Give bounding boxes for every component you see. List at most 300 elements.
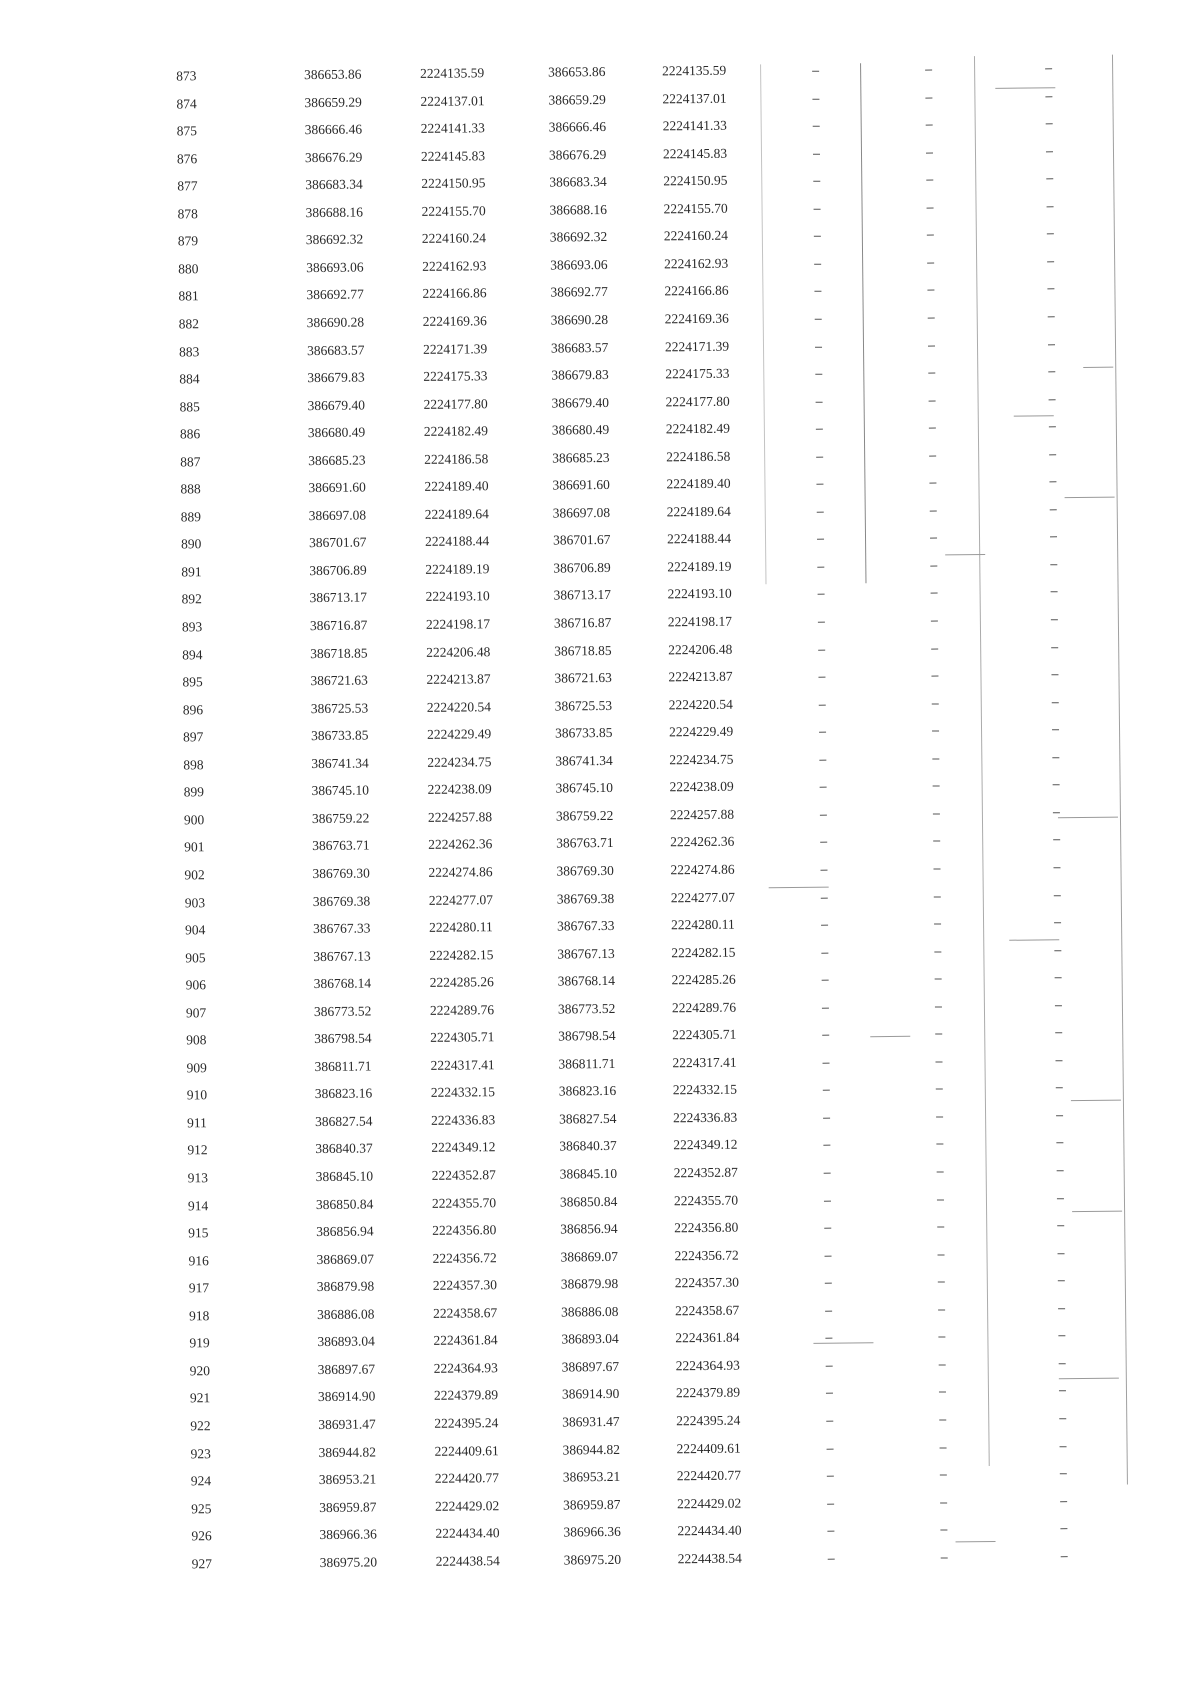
- point-number-cell: 875: [176, 123, 198, 139]
- dash-mark: [939, 1364, 946, 1365]
- x-coordinate-cell: 386886.08: [317, 1306, 375, 1322]
- point-number-cell: 900: [183, 812, 205, 828]
- dash-mark: [814, 264, 821, 265]
- point-number-cell: 899: [183, 784, 204, 800]
- dash-mark: [824, 1173, 831, 1174]
- dash-mark: [818, 649, 825, 650]
- x-coordinate-cell: 386959.87: [319, 1499, 377, 1515]
- y-coordinate-cell: 2224160.24: [421, 230, 487, 247]
- dash-mark: [1057, 1198, 1064, 1199]
- y-coordinate-cell: 2224357.30: [432, 1277, 498, 1294]
- y-coordinate-repeat-cell: 2224177.80: [665, 393, 730, 409]
- point-number-cell: 905: [185, 949, 206, 965]
- y-coordinate-repeat-cell: 2224355.70: [673, 1192, 739, 1208]
- x-coordinate-repeat-cell: 386718.85: [554, 642, 612, 659]
- x-coordinate-repeat-cell: 386759.22: [555, 807, 614, 824]
- y-coordinate-cell: 2224182.49: [423, 423, 489, 440]
- point-number-cell: 886: [179, 426, 201, 442]
- dash-mark: [934, 924, 941, 925]
- y-coordinate-repeat-cell: 2224189.40: [666, 475, 731, 492]
- y-coordinate-cell: 2224280.11: [428, 919, 493, 935]
- dash-mark: [1046, 151, 1053, 152]
- x-coordinate-cell: 386653.86: [304, 66, 362, 83]
- y-coordinate-cell: 2224141.33: [420, 120, 485, 136]
- dash-mark: [936, 1144, 943, 1145]
- point-number-cell: 901: [184, 839, 205, 855]
- point-number-cell: 927: [191, 1555, 213, 1572]
- x-coordinate-repeat-cell: 386914.90: [561, 1386, 620, 1402]
- x-coordinate-repeat-cell: 386897.67: [561, 1358, 620, 1375]
- point-number-cell: 914: [187, 1197, 209, 1213]
- y-coordinate-cell: 2224257.88: [427, 809, 493, 825]
- dash-mark: [941, 1557, 948, 1558]
- x-coordinate-cell: 386685.23: [308, 452, 366, 468]
- dash-mark: [1060, 1501, 1067, 1502]
- y-coordinate-cell: 2224356.80: [432, 1222, 497, 1238]
- x-coordinate-cell: 386869.07: [316, 1251, 374, 1267]
- point-number-cell: 876: [176, 150, 198, 167]
- x-coordinate-repeat-cell: 386798.54: [558, 1028, 616, 1044]
- dash-mark: [812, 98, 819, 99]
- x-coordinate-cell: 386721.63: [310, 672, 368, 689]
- dash-mark: [826, 1421, 833, 1422]
- dash-mark: [930, 538, 937, 539]
- point-number-cell: 881: [178, 288, 199, 304]
- y-coordinate-cell: 2224166.86: [422, 285, 487, 302]
- dash-mark: [933, 786, 940, 787]
- y-coordinate-cell: 2224420.77: [434, 1470, 500, 1486]
- x-coordinate-cell: 386659.29: [304, 94, 362, 110]
- y-coordinate-cell: 2224189.64: [424, 505, 489, 522]
- point-number-cell: 916: [188, 1252, 209, 1269]
- dash-mark: [931, 648, 938, 649]
- point-number-cell: 906: [185, 977, 206, 993]
- y-coordinate-repeat-cell: 2224166.86: [664, 283, 729, 299]
- y-coordinate-cell: 2224305.71: [430, 1029, 495, 1046]
- y-coordinate-repeat-cell: 2224262.36: [670, 834, 735, 850]
- point-number-cell: 920: [189, 1363, 211, 1379]
- dash-mark: [1060, 1473, 1067, 1474]
- x-coordinate-cell: 386692.77: [306, 286, 364, 303]
- dash-mark: [1061, 1556, 1068, 1557]
- y-coordinate-cell: 2224169.36: [422, 313, 487, 329]
- y-coordinate-repeat-cell: 2224162.93: [664, 255, 729, 272]
- y-coordinate-cell: 2224277.07: [428, 891, 493, 908]
- dash-mark: [1048, 316, 1055, 317]
- y-coordinate-repeat-cell: 2224434.40: [677, 1522, 742, 1539]
- dash-mark: [1047, 206, 1054, 207]
- dash-mark: [1054, 922, 1061, 923]
- point-number-cell: 918: [189, 1307, 210, 1324]
- point-number-cell: 924: [190, 1473, 212, 1489]
- dash-mark: [815, 374, 822, 375]
- x-coordinate-repeat-cell: 386767.13: [557, 945, 615, 962]
- x-coordinate-repeat-cell: 386850.84: [559, 1193, 618, 1210]
- dash-mark: [1050, 564, 1057, 565]
- point-number-cell: 884: [179, 371, 200, 387]
- dash-mark: [934, 951, 941, 952]
- x-coordinate-cell: 386733.85: [310, 727, 369, 744]
- y-coordinate-repeat-cell: 2224182.49: [665, 420, 731, 437]
- dash-mark: [927, 235, 934, 236]
- dash-mark: [936, 1089, 943, 1090]
- dash-mark: [815, 319, 822, 320]
- x-coordinate-repeat-cell: 386975.20: [563, 1551, 622, 1568]
- x-coordinate-repeat-cell: 386666.46: [548, 119, 607, 135]
- dash-mark: [823, 1118, 830, 1119]
- x-coordinate-repeat-cell: 386692.77: [550, 284, 608, 300]
- y-coordinate-cell: 2224289.76: [429, 1001, 495, 1018]
- dash-mark: [1048, 371, 1055, 372]
- dash-mark: [1053, 867, 1060, 868]
- y-coordinate-cell: 2224162.93: [422, 258, 487, 274]
- y-coordinate-repeat-cell: 2224213.87: [668, 668, 733, 685]
- y-coordinate-repeat-cell: 2224145.83: [662, 145, 728, 161]
- point-number-cell: 908: [186, 1032, 207, 1048]
- dash-mark: [828, 1558, 835, 1559]
- y-coordinate-repeat-cell: 2224277.07: [670, 889, 735, 905]
- dash-mark: [823, 1062, 830, 1063]
- point-number-cell: 907: [185, 1004, 207, 1021]
- x-coordinate-cell: 386676.29: [304, 149, 363, 165]
- dash-mark: [814, 208, 821, 209]
- dash-mark: [931, 676, 938, 677]
- dash-mark: [938, 1309, 945, 1310]
- dash-mark: [814, 236, 821, 237]
- dash-mark: [813, 181, 820, 182]
- dash-mark: [1045, 96, 1052, 97]
- dash-mark: [938, 1282, 945, 1283]
- x-coordinate-cell: 386701.67: [308, 534, 367, 551]
- dash-mark: [1051, 592, 1058, 593]
- point-number-cell: 921: [189, 1390, 211, 1406]
- dash-mark: [933, 841, 940, 842]
- y-coordinate-cell: 2224395.24: [434, 1415, 499, 1431]
- point-number-cell: 913: [187, 1170, 209, 1186]
- dash-mark: [818, 622, 825, 623]
- x-coordinate-repeat-cell: 386769.38: [556, 890, 615, 906]
- y-coordinate-repeat-cell: 2224349.12: [673, 1137, 738, 1153]
- dash-mark: [935, 1034, 942, 1035]
- x-coordinate-repeat-cell: 386679.83: [551, 366, 609, 383]
- x-coordinate-cell: 386680.49: [307, 424, 366, 441]
- dash-mark: [1056, 1143, 1063, 1144]
- y-coordinate-repeat-cell: 2224364.93: [675, 1357, 740, 1374]
- x-coordinate-repeat-cell: 386683.34: [549, 174, 607, 190]
- dash-mark: [1047, 289, 1054, 290]
- y-coordinate-cell: 2224177.80: [423, 395, 488, 412]
- y-coordinate-repeat-cell: 2224229.49: [668, 723, 734, 740]
- y-coordinate-cell: 2224438.54: [435, 1552, 500, 1569]
- y-coordinate-cell: 2224409.61: [434, 1442, 499, 1459]
- dash-mark: [823, 1145, 830, 1146]
- y-coordinate-repeat-cell: 2224274.86: [670, 861, 735, 878]
- y-coordinate-cell: 2224137.01: [420, 92, 485, 109]
- point-number-cell: 912: [187, 1142, 208, 1158]
- x-coordinate-repeat-cell: 386713.17: [553, 587, 612, 603]
- x-coordinate-repeat-cell: 386721.63: [554, 670, 612, 686]
- dash-mark: [931, 620, 938, 621]
- dash-mark: [1052, 702, 1059, 703]
- dash-mark: [940, 1447, 947, 1448]
- y-coordinate-cell: 2224352.87: [431, 1167, 496, 1183]
- x-coordinate-cell: 386725.53: [310, 700, 369, 716]
- point-number-cell: 926: [191, 1528, 212, 1544]
- x-coordinate-cell: 386769.38: [312, 892, 371, 909]
- y-coordinate-cell: 2224356.72: [432, 1249, 497, 1266]
- point-number-cell: 917: [188, 1280, 210, 1296]
- y-coordinate-cell: 2224188.44: [424, 533, 490, 550]
- dash-mark: [927, 290, 934, 291]
- dash-mark: [1058, 1253, 1065, 1254]
- dash-mark: [822, 1007, 829, 1008]
- point-number-cell: 877: [177, 178, 198, 194]
- dash-mark: [820, 870, 827, 871]
- x-coordinate-cell: 386893.04: [317, 1333, 375, 1350]
- dash-mark: [1046, 123, 1053, 124]
- point-number-cell: 896: [182, 701, 204, 718]
- dash-mark: [1054, 895, 1061, 896]
- y-coordinate-repeat-cell: 2224188.44: [666, 530, 732, 547]
- y-coordinate-repeat-cell: 2224395.24: [676, 1412, 741, 1429]
- point-number-cell: 893: [181, 619, 203, 635]
- point-number-cell: 889: [180, 509, 202, 525]
- dash-mark: [820, 787, 827, 788]
- y-coordinate-repeat-cell: 2224206.48: [668, 641, 733, 657]
- point-number-cell: 887: [180, 453, 201, 470]
- x-coordinate-repeat-cell: 386869.07: [560, 1248, 618, 1265]
- y-coordinate-cell: 2224361.84: [433, 1332, 498, 1349]
- dash-mark: [939, 1392, 946, 1393]
- x-coordinate-repeat-cell: 386701.67: [552, 532, 611, 548]
- dash-mark: [929, 455, 936, 456]
- y-coordinate-repeat-cell: 2224150.95: [663, 172, 728, 189]
- x-coordinate-repeat-cell: 386733.85: [554, 725, 613, 741]
- dash-mark: [939, 1419, 946, 1420]
- x-coordinate-repeat-cell: 386879.98: [560, 1276, 619, 1292]
- dash-mark: [1057, 1170, 1064, 1171]
- dash-mark: [1058, 1280, 1065, 1281]
- dash-mark: [1059, 1418, 1066, 1419]
- x-coordinate-repeat-cell: 386679.40: [551, 394, 610, 411]
- x-coordinate-repeat-cell: 386693.06: [550, 256, 608, 273]
- y-coordinate-repeat-cell: 2224198.17: [667, 613, 733, 630]
- x-coordinate-cell: 386679.83: [307, 369, 365, 386]
- x-coordinate-cell: 386767.33: [313, 920, 371, 937]
- dash-mark: [928, 317, 935, 318]
- y-coordinate-repeat-cell: 2224186.58: [666, 448, 731, 465]
- x-coordinate-cell: 386879.98: [316, 1278, 375, 1295]
- x-coordinate-repeat-cell: 386745.10: [555, 780, 614, 796]
- y-coordinate-cell: 2224145.83: [420, 147, 486, 164]
- x-coordinate-repeat-cell: 386692.32: [549, 229, 608, 245]
- y-coordinate-cell: 2224285.26: [429, 974, 494, 990]
- y-coordinate-repeat-cell: 2224135.59: [662, 62, 727, 79]
- dash-mark: [827, 1448, 834, 1449]
- x-coordinate-cell: 386692.32: [305, 231, 364, 248]
- dash-mark: [824, 1200, 831, 1201]
- dash-mark: [1049, 426, 1056, 427]
- dash-mark: [1046, 178, 1053, 179]
- y-coordinate-repeat-cell: 2224379.89: [675, 1384, 741, 1401]
- dash-mark: [935, 1006, 942, 1007]
- point-number-cell: 915: [188, 1225, 209, 1241]
- x-coordinate-cell: 386850.84: [315, 1195, 374, 1212]
- x-coordinate-repeat-cell: 386769.30: [556, 862, 614, 879]
- point-number-cell: 895: [182, 674, 203, 690]
- y-coordinate-repeat-cell: 2224257.88: [669, 806, 735, 823]
- x-coordinate-cell: 386767.13: [313, 948, 371, 964]
- dash-mark: [817, 567, 824, 568]
- dash-mark: [928, 373, 935, 374]
- dash-mark: [816, 456, 823, 457]
- x-coordinate-cell: 386953.21: [318, 1471, 377, 1488]
- dash-mark: [935, 979, 942, 980]
- dash-mark: [822, 1035, 829, 1036]
- x-coordinate-cell: 386683.34: [305, 176, 363, 193]
- dash-mark: [819, 732, 826, 733]
- y-coordinate-repeat-cell: 2224356.80: [674, 1219, 739, 1236]
- y-coordinate-cell: 2224336.83: [431, 1112, 496, 1128]
- dash-mark: [820, 842, 827, 843]
- point-number-cell: 873: [176, 68, 197, 84]
- dash-mark: [816, 429, 823, 430]
- x-coordinate-cell: 386768.14: [313, 975, 372, 992]
- x-coordinate-repeat-cell: 386716.87: [553, 614, 612, 631]
- y-coordinate-repeat-cell: 2224358.67: [675, 1302, 740, 1319]
- point-number-cell: 890: [180, 536, 202, 552]
- y-coordinate-repeat-cell: 2224280.11: [670, 916, 735, 933]
- y-coordinate-cell: 2224317.41: [430, 1056, 495, 1073]
- y-coordinate-cell: 2224189.19: [425, 561, 490, 577]
- y-coordinate-cell: 2224229.49: [426, 726, 492, 743]
- dash-mark: [821, 897, 828, 898]
- x-coordinate-repeat-cell: 386966.36: [563, 1524, 621, 1540]
- y-coordinate-cell: 2224206.48: [426, 643, 491, 660]
- dash-mark: [926, 152, 933, 153]
- y-coordinate-repeat-cell: 2224282.15: [671, 944, 736, 960]
- dash-mark: [1058, 1335, 1065, 1336]
- dash-mark: [1047, 234, 1054, 235]
- x-coordinate-cell: 386713.17: [309, 589, 368, 606]
- dash-mark: [1049, 454, 1056, 455]
- dash-mark: [816, 401, 823, 402]
- dash-mark: [1056, 1088, 1063, 1089]
- x-coordinate-cell: 386716.87: [309, 617, 368, 634]
- point-number-cell: 903: [184, 894, 206, 910]
- x-coordinate-repeat-cell: 386856.94: [560, 1220, 618, 1237]
- dash-mark: [1059, 1363, 1066, 1364]
- y-coordinate-cell: 2224262.36: [428, 836, 493, 853]
- dash-mark: [1051, 647, 1058, 648]
- point-number-cell: 894: [182, 646, 203, 662]
- y-coordinate-repeat-cell: 2224285.26: [671, 971, 736, 988]
- dash-mark: [822, 980, 829, 981]
- x-coordinate-cell: 386823.16: [314, 1085, 373, 1102]
- x-coordinate-cell: 386691.60: [308, 479, 366, 496]
- y-coordinate-repeat-cell: 2224332.15: [672, 1081, 737, 1098]
- x-coordinate-repeat-cell: 386767.33: [556, 917, 615, 934]
- dash-mark: [819, 759, 826, 760]
- dash-mark: [1051, 619, 1058, 620]
- x-coordinate-cell: 386693.06: [306, 259, 364, 275]
- x-coordinate-repeat-cell: 386823.16: [558, 1083, 617, 1099]
- x-coordinate-cell: 386759.22: [311, 810, 370, 826]
- x-coordinate-cell: 386975.20: [319, 1554, 378, 1570]
- y-coordinate-repeat-cell: 2224357.30: [674, 1274, 740, 1291]
- x-coordinate-cell: 386697.08: [308, 507, 367, 523]
- dash-mark: [930, 565, 937, 566]
- x-coordinate-cell: 386845.10: [315, 1168, 374, 1185]
- dash-mark: [932, 703, 939, 704]
- dash-mark: [1050, 509, 1057, 510]
- x-coordinate-repeat-cell: 386659.29: [548, 91, 606, 108]
- y-coordinate-cell: 2224186.58: [424, 450, 489, 467]
- dash-mark: [817, 539, 824, 540]
- dash-mark: [825, 1283, 832, 1284]
- dash-mark: [936, 1061, 943, 1062]
- x-coordinate-cell: 386840.37: [315, 1140, 373, 1157]
- x-coordinate-cell: 386745.10: [311, 782, 370, 799]
- x-coordinate-repeat-cell: 386683.57: [550, 339, 609, 356]
- y-coordinate-repeat-cell: 2224220.54: [668, 696, 733, 712]
- x-coordinate-repeat-cell: 386741.34: [555, 752, 613, 769]
- dash-mark: [1053, 840, 1060, 841]
- point-number-cell: 891: [181, 564, 202, 580]
- dash-mark: [928, 345, 935, 346]
- dash-mark: [937, 1227, 944, 1228]
- x-coordinate-repeat-cell: 386768.14: [557, 973, 616, 989]
- y-coordinate-cell: 2224198.17: [425, 616, 491, 632]
- x-coordinate-repeat-cell: 386653.86: [548, 63, 606, 80]
- y-coordinate-repeat-cell: 2224171.39: [664, 338, 730, 354]
- y-coordinate-cell: 2224332.15: [430, 1084, 496, 1101]
- y-coordinate-cell: 2224434.40: [435, 1525, 500, 1541]
- point-number-cell: 883: [178, 343, 200, 359]
- y-coordinate-cell: 2224135.59: [420, 65, 485, 81]
- dash-mark: [1055, 977, 1062, 978]
- point-number-cell: 882: [178, 316, 200, 332]
- dash-mark: [825, 1338, 832, 1339]
- x-coordinate-repeat-cell: 386827.54: [559, 1110, 617, 1127]
- dash-mark: [1053, 785, 1060, 786]
- dash-mark: [930, 510, 937, 511]
- dash-mark: [1045, 68, 1052, 69]
- y-coordinate-cell: 2224429.02: [435, 1497, 500, 1514]
- x-coordinate-cell: 386741.34: [311, 755, 369, 771]
- dash-mark: [1058, 1308, 1065, 1309]
- y-coordinate-cell: 2224379.89: [433, 1387, 499, 1404]
- y-coordinate-cell: 2224150.95: [421, 175, 486, 192]
- y-coordinate-cell: 2224213.87: [426, 671, 491, 687]
- y-coordinate-repeat-cell: 2224169.36: [664, 310, 729, 327]
- dash-mark: [1055, 1032, 1062, 1033]
- point-number-cell: 910: [186, 1087, 208, 1103]
- dash-mark: [817, 511, 824, 512]
- point-number-cell: 919: [189, 1335, 210, 1351]
- x-coordinate-repeat-cell: 386811.71: [558, 1055, 616, 1072]
- point-number-cell: 897: [182, 729, 204, 745]
- dash-mark: [1059, 1391, 1066, 1392]
- x-coordinate-repeat-cell: 386725.53: [554, 697, 613, 714]
- x-coordinate-cell: 386683.57: [306, 341, 365, 358]
- dash-mark: [937, 1199, 944, 1200]
- dash-mark: [1047, 261, 1054, 262]
- x-coordinate-cell: 386690.28: [306, 314, 365, 331]
- point-number-cell: 923: [190, 1445, 211, 1461]
- dash-mark: [818, 677, 825, 678]
- dash-mark: [1060, 1446, 1067, 1447]
